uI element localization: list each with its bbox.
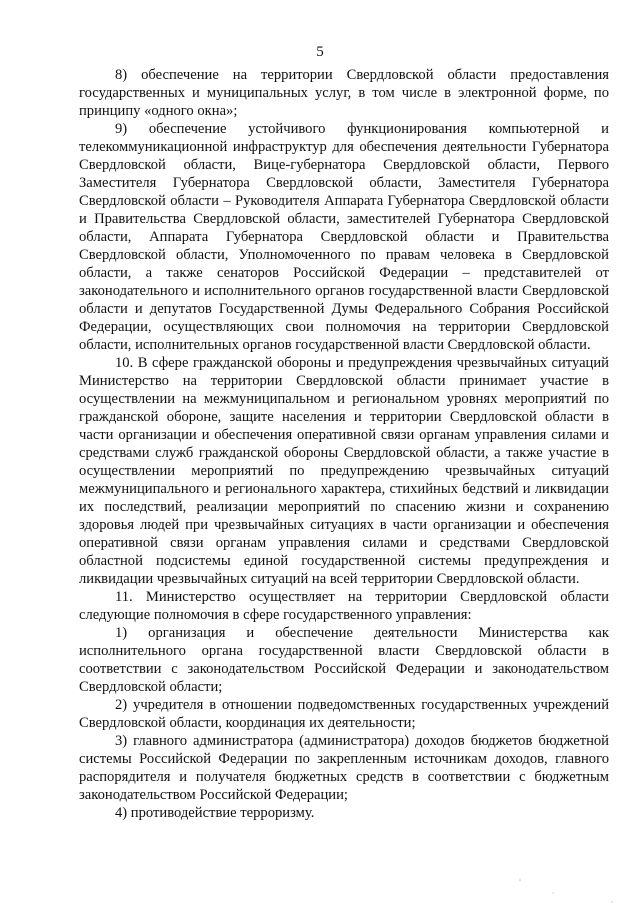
paragraph-item-1: 1) организация и обеспечение деятельности Министерства как исполнительного органа государственной власти Свердловской области в соответствии с законодательством Российской Федерации и законодательством Свердловской области; — [79, 625, 609, 695]
paragraph-item-8: 8) обеспечение на территории Свердловской области предоставления государственных и муниципальных услуг, в том числе в электронной форме, по принципу «одного окна»; — [79, 67, 609, 119]
paragraph-item-3: 3) главного администратора (администратора) доходов бюджетов бюджетной системы Российской Федерации по закрепленным источникам доходов, главного распорядителя и получателя бюджетных средств в соответствии с бюджетным законодательством Российской Федерации; — [79, 733, 609, 803]
paragraph-item-9: 9) обеспечение устойчивого функционирования компьютерной и телекоммуникационной инфраструктур для обеспечения деятельности Губернатора Свердловской области, Вице-губернатора Свердловской области, Первого Заместителя Губернатора Свердловской области, Заместителя Губернатора Свердловской области – Руководителя Аппарата Губернатора Свердловской области и Правительства Свердловской области, заместителей Губернатора Свердловской области, Аппарата Губернатора Свердловской области и Правительства Свердловской области, Уполномоченного по правам человека в Свердловской области, а также сенаторов Российской Федерации – представителей от законодательного и исполнительного органов государственной власти Свердловской области и депутатов Государственной Думы Федерального Собрания Российской Федерации, осуществляющих свои полномочия на территории Свердловской области, исполнительных органов государственной власти Свердловской области. — [79, 121, 609, 353]
paragraph-item-2: 2) учредителя в отношении подведомственных государственных учреждений Свердловской области, координация их деятельности; — [79, 697, 609, 731]
paragraph-section-11: 11. Министерство осуществляет на территории Свердловской области следующие полномочия в сфере государственного управления: — [79, 589, 609, 623]
paragraph-section-10: 10. В сфере гражданской обороны и предупреждения чрезвычайных ситуаций Министерство на территории Свердловской области принимает участие в осуществлении на межмуниципальном и региональном уровнях мероприятий по гражданской обороне, защите населения и территории Свердловской области в части организации и обеспечения оперативной связи органам управления силами и средствами служб гражданской обороны Свердловской области, а также участие в осуществлении мероприятий по предупреждению чрезвычайных ситуаций межмуниципального и регионального характера, стихийных бедствий и ликвидации их последствий, реализации мероприятий по спасению жизни и сохранению здоровья людей при чрезвычайных ситуациях в части организации и обеспечения оперативной связи органам управления силами и средствами Свердловской областной подсистемы единой государственной системы предупреждения и ликвидации чрезвычайных ситуаций на всей территории Свердловской области. — [79, 355, 609, 587]
paragraph-item-4: 4) противодействие терроризму. — [115, 805, 315, 821]
page-number: 5 — [316, 44, 324, 60]
document-body — [79, 66, 609, 822]
